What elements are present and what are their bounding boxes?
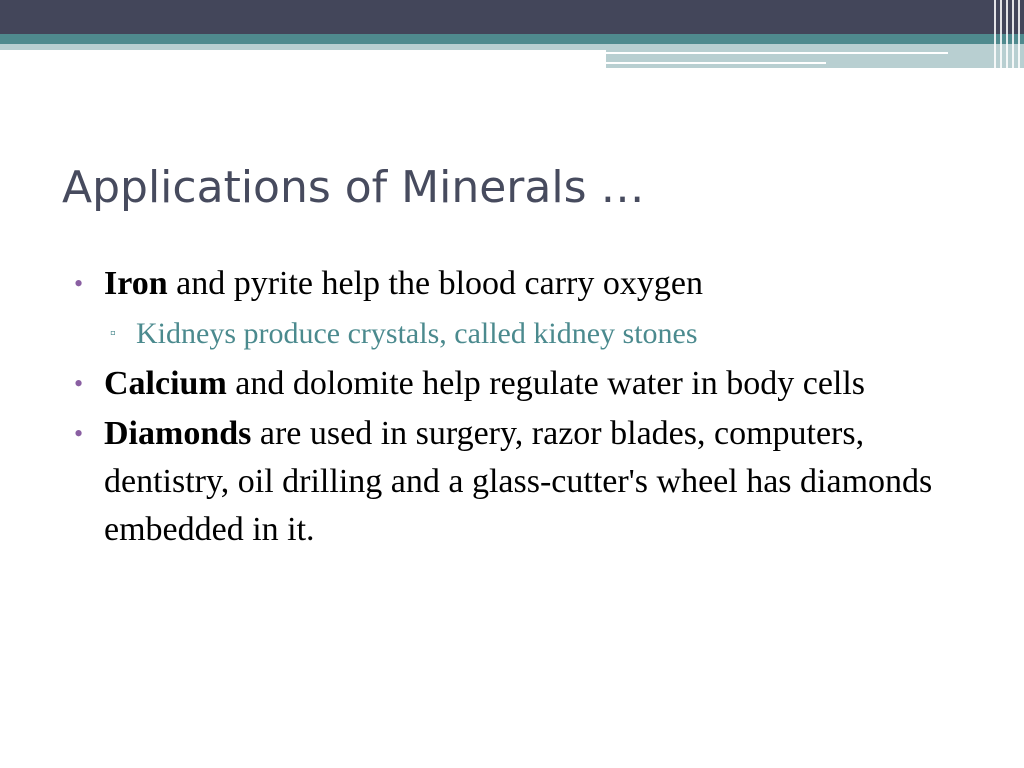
banner-teal-band xyxy=(0,34,1024,44)
bullet-iron xyxy=(74,260,934,308)
bullet-diamonds xyxy=(74,410,934,554)
bullet-term: Calcium xyxy=(104,365,227,402)
banner-accent-line-short xyxy=(606,62,826,64)
bullet-text: and dolomite help regulate water in body cells xyxy=(226,365,866,402)
bullet-text: and pyrite help the blood carry oxygen xyxy=(167,265,703,302)
bullet-term: Diamonds xyxy=(104,415,252,452)
slide-title: Applications of Minerals … xyxy=(62,162,645,213)
bullet-marker: • xyxy=(74,419,84,448)
bullet-text: are used in surgery, razor blades, computers, dentistry, oil drilling and a glass-cutter's wheel has diamonds embedded in it. xyxy=(104,415,933,548)
sub-bullet-text: Kidneys produce crystals, called kidney stones xyxy=(136,317,698,350)
bullet-term: Iron xyxy=(104,265,168,302)
top-banner xyxy=(0,0,1024,70)
bullet-marker: • xyxy=(74,269,84,298)
sub-bullet-marker: ▫ xyxy=(110,325,116,342)
banner-stripes xyxy=(990,0,1024,70)
banner-accent-line xyxy=(606,52,948,54)
bullet-marker: • xyxy=(74,369,84,398)
banner-dark-band xyxy=(0,0,1024,34)
sub-bullet-kidney-stones xyxy=(74,310,934,358)
slide-body xyxy=(74,260,934,556)
bullet-calcium xyxy=(74,360,934,408)
banner-step-block xyxy=(606,44,1024,68)
